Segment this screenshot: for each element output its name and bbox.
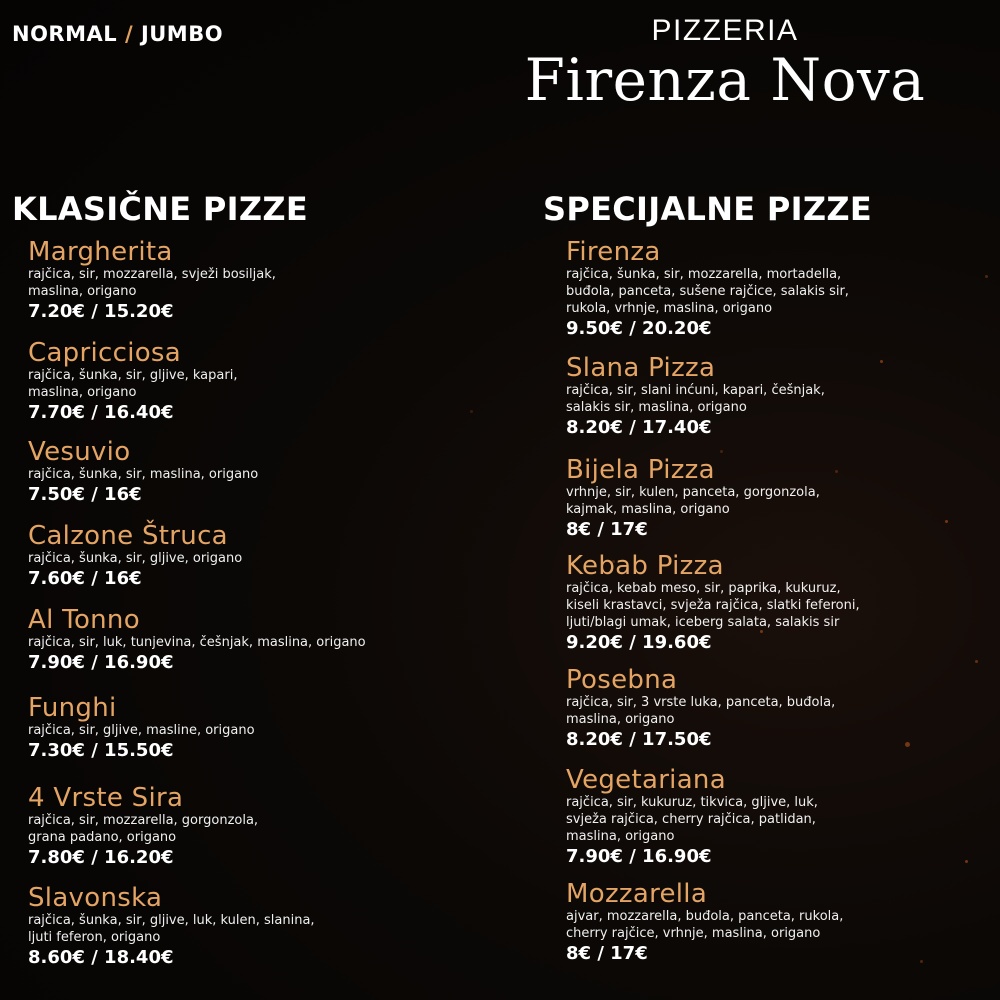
menu-item-price: 8.20€ / 17.50€ [566, 729, 712, 750]
menu-item-ingredients: ajvar, mozzarella, buđola, panceta, rukola, [566, 909, 844, 924]
menu-item-name: Firenza [566, 237, 661, 267]
menu-item-ingredients: rajčica, sir, gljive, masline, origano [28, 723, 255, 738]
menu-item-name: Posebna [566, 665, 678, 695]
menu-item-price: 8€ / 17€ [566, 943, 648, 964]
menu-item-price: 7.60€ / 16€ [28, 568, 142, 589]
menu-item-name: Calzone Štruca [28, 521, 228, 551]
menu-item-ingredients: rajčica, šunka, sir, gljive, luk, kulen, slanina, [28, 913, 315, 928]
menu-item-name: Vegetariana [566, 765, 726, 795]
special-section-title: SPECIJALNE PIZZE [543, 190, 873, 228]
menu-item [28, 339, 237, 424]
size-legend [12, 22, 223, 46]
menu-item-name: Al Tonno [28, 605, 140, 635]
size-normal-label: NORMAL [12, 22, 118, 46]
menu-item-price: 7.80€ / 16.20€ [28, 847, 174, 868]
menu-item-ingredients: rukola, vrhnje, maslina, origano [566, 301, 773, 316]
brand-subtitle: PIZZERIA [651, 14, 799, 47]
menu-item-ingredients: rajčica, sir, luk, tunjevina, češnjak, maslina, origano [28, 635, 366, 650]
menu-item [28, 238, 276, 323]
menu-item-ingredients: maslina, origano [28, 284, 137, 299]
menu-item-ingredients: maslina, origano [28, 385, 137, 400]
menu-item-price: 7.90€ / 16.90€ [28, 652, 174, 673]
menu-item-name: Kebab Pizza [566, 551, 724, 581]
menu-item-ingredients: salakis sir, maslina, origano [566, 400, 747, 415]
menu-item [566, 880, 843, 965]
menu-item-ingredients: rajčica, šunka, sir, gljive, kapari, [28, 368, 238, 383]
menu-item [566, 766, 818, 868]
menu-item-price: 7.50€ / 16€ [28, 484, 142, 505]
menu-item-ingredients: rajčica, kebab meso, sir, paprika, kukuruz, [566, 581, 841, 596]
menu-item [566, 666, 835, 751]
menu-item-price: 9.20€ / 19.60€ [566, 632, 712, 653]
menu-item-ingredients: rajčica, sir, slani inćuni, kapari, češnjak, [566, 383, 825, 398]
menu-item-ingredients: rajčica, šunka, sir, gljive, origano [28, 551, 243, 566]
menu-item-price: 8€ / 17€ [566, 519, 648, 540]
menu-item-ingredients: cherry rajčice, vrhnje, maslina, origano [566, 926, 821, 941]
menu-item-ingredients: rajčica, sir, kukuruz, tikvica, gljive, luk, [566, 795, 818, 810]
menu-item [566, 456, 820, 541]
menu-item-price: 8.60€ / 18.40€ [28, 947, 174, 968]
menu-item-price: 7.90€ / 16.90€ [566, 846, 712, 867]
menu-item-ingredients: maslina, origano [566, 712, 675, 727]
size-jumbo-label: JUMBO [140, 22, 224, 46]
menu-item-price: 9.50€ / 20.20€ [566, 318, 712, 339]
menu-item [566, 354, 825, 439]
menu-item [566, 552, 860, 654]
menu-item [28, 522, 242, 590]
menu-item-price: 7.30€ / 15.50€ [28, 740, 174, 761]
menu-item-price: 8.20€ / 17.40€ [566, 417, 712, 438]
menu-item-ingredients: ljuti feferon, origano [28, 930, 161, 945]
menu-item-ingredients: rajčica, sir, 3 vrste luka, panceta, buđola, [566, 695, 836, 710]
menu-item-ingredients: ljuti/blagi umak, iceberg salata, salakis sir [566, 615, 840, 630]
menu-item-ingredients: rajčica, sir, mozzarella, svježi bosiljak, [28, 267, 276, 282]
menu-item-ingredients: svježa rajčica, cherry rajčica, patlidan, [566, 812, 816, 827]
classic-section-title: KLASIČNE PIZZE [12, 190, 308, 228]
menu-item [28, 784, 258, 869]
menu-item-ingredients: buđola, panceta, sušene rajčice, salakis sir, [566, 284, 849, 299]
menu-item [28, 694, 255, 762]
menu-item-name: Mozzarella [566, 879, 708, 909]
menu-item-ingredients: rajčica, šunka, sir, maslina, origano [28, 467, 259, 482]
menu-item-price: 7.20€ / 15.20€ [28, 301, 174, 322]
menu-item-ingredients: rajčica, sir, mozzarella, gorgonzola, [28, 813, 259, 828]
size-separator: / [124, 22, 134, 46]
brand-logo-text: Firenza Nova [524, 46, 926, 114]
menu-item-name: Slavonska [28, 883, 163, 913]
menu-item-name: Vesuvio [28, 437, 131, 467]
menu-item-name: Margherita [28, 237, 173, 267]
menu-item-name: Funghi [28, 693, 117, 723]
menu-item-name: Capricciosa [28, 338, 182, 368]
menu-item-name: Bijela Pizza [566, 455, 715, 485]
menu-item [28, 438, 258, 506]
menu-item [28, 606, 366, 674]
menu-item-price: 7.70€ / 16.40€ [28, 402, 174, 423]
menu-item-ingredients: kajmak, maslina, origano [566, 502, 730, 517]
menu-item-ingredients: maslina, origano [566, 829, 675, 844]
menu-item [566, 238, 849, 340]
menu-item-ingredients: vrhnje, sir, kulen, panceta, gorgonzola, [566, 485, 820, 500]
menu-item-name: 4 Vrste Sira [28, 783, 184, 813]
menu-item-name: Slana Pizza [566, 353, 716, 383]
menu-item-ingredients: rajčica, šunka, sir, mozzarella, mortadella, [566, 267, 842, 282]
menu-item [28, 884, 315, 969]
menu-item-ingredients: grana padano, origano [28, 830, 177, 845]
menu-item-ingredients: kiseli krastavci, svježa rajčica, slatki feferoni, [566, 598, 860, 613]
